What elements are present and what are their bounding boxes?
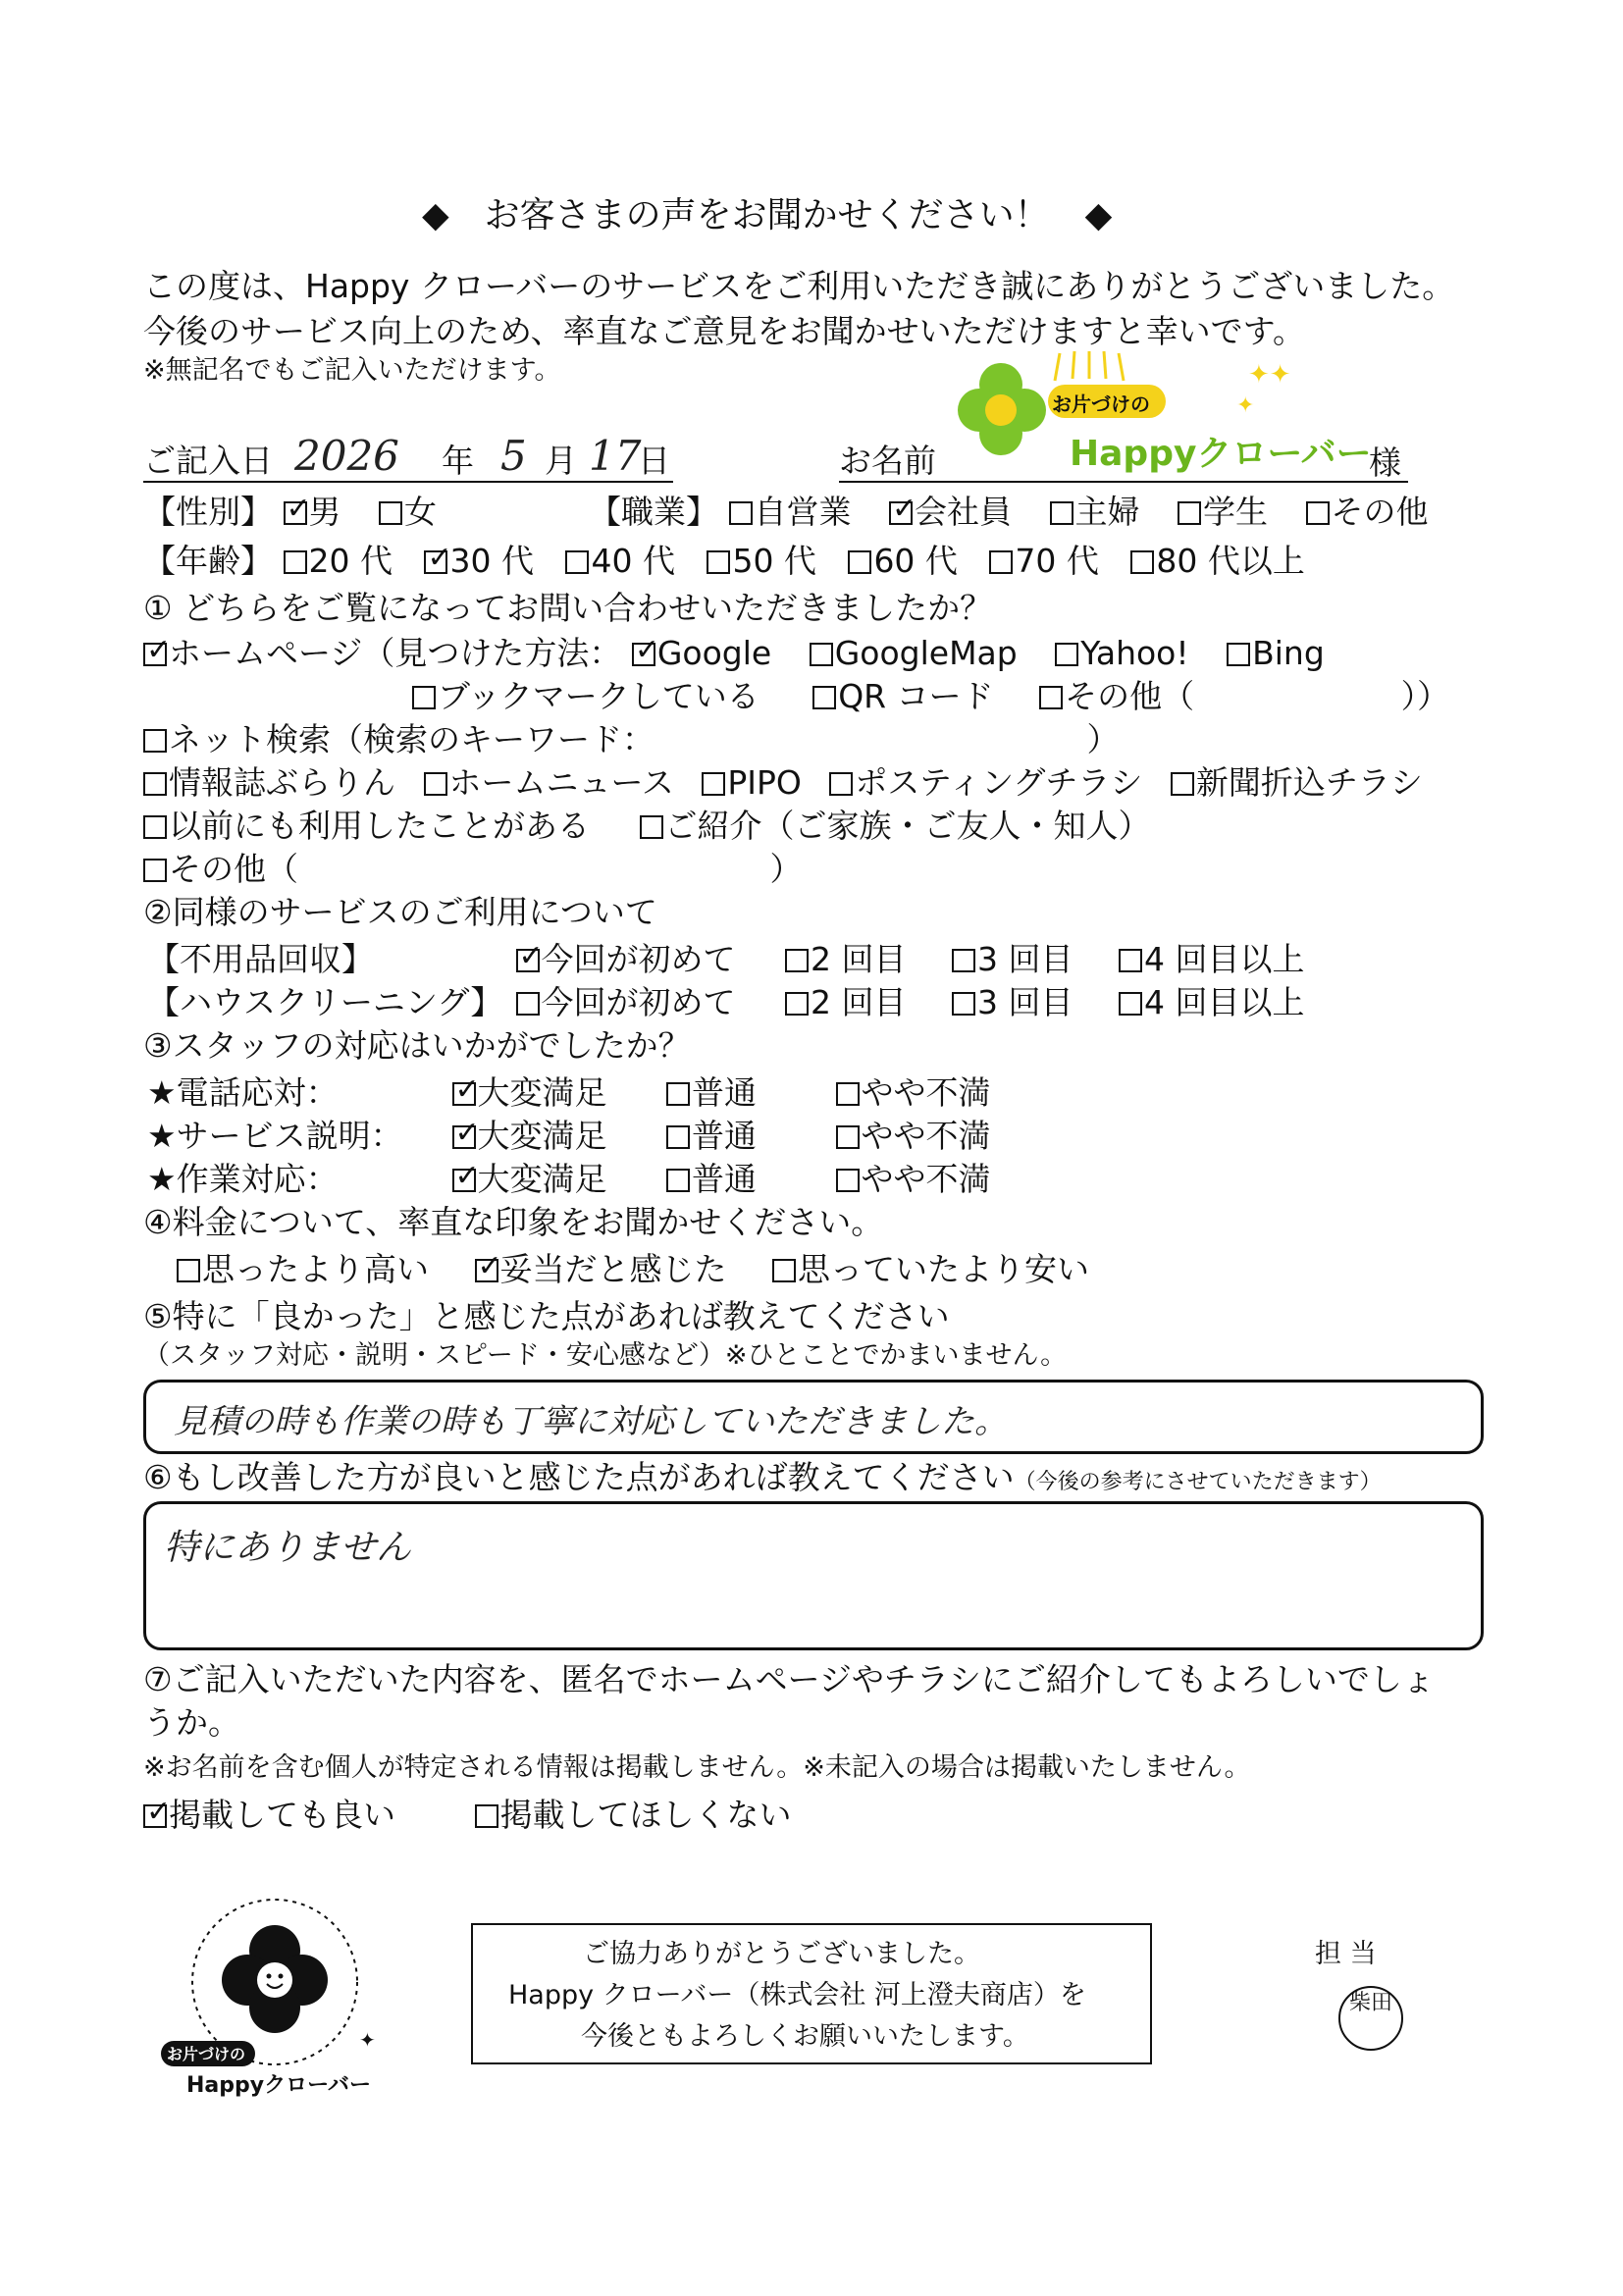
checkbox-age-30[interactable] bbox=[424, 550, 447, 574]
name-field[interactable] bbox=[839, 481, 1408, 483]
q3-question: ③スタッフの対応はいかがでしたか？ bbox=[143, 1026, 691, 1065]
checkbox-yahoo[interactable] bbox=[1055, 643, 1078, 666]
q6-hint: （今後の参考にさせていただきます） bbox=[1014, 1470, 1382, 1494]
gender-female-label: 女 bbox=[404, 493, 437, 531]
checkbox-cleaning-first[interactable] bbox=[516, 992, 540, 1016]
checkbox-phone-normal[interactable] bbox=[666, 1082, 690, 1106]
checkbox-used-before[interactable] bbox=[143, 815, 167, 839]
q1-option-label: 以前にも利用したことがある bbox=[169, 807, 590, 845]
q1-other-row bbox=[143, 850, 803, 889]
svg-text:✦✦: ✦✦ bbox=[1248, 360, 1291, 390]
checkbox-housewife[interactable] bbox=[1050, 501, 1073, 525]
q2-question: ②同様のサービスのご利用について bbox=[143, 893, 657, 931]
checkbox-age-50[interactable] bbox=[707, 550, 730, 574]
q1-homepage-row bbox=[143, 634, 1325, 673]
checkbox-bing[interactable] bbox=[1227, 643, 1250, 666]
q3-option-label: 大変満足 bbox=[477, 1117, 607, 1155]
checkbox-phone-dissatisfied[interactable] bbox=[836, 1082, 860, 1106]
checkbox-age-70[interactable] bbox=[989, 550, 1013, 574]
q1-hp-option-label: Bing bbox=[1252, 634, 1325, 672]
age-option-label: 30 代 bbox=[449, 542, 534, 580]
checkbox-explain-dissatisfied[interactable] bbox=[836, 1125, 860, 1149]
q4-option-label: 思っていたより安い bbox=[798, 1250, 1089, 1288]
q2-option-label: 3 回目 bbox=[977, 983, 1073, 1021]
date-label: ご記入日 bbox=[143, 442, 273, 480]
q3-option-label: 普通 bbox=[692, 1073, 757, 1112]
job-option-label: 主婦 bbox=[1074, 493, 1140, 531]
checkbox-price-fair[interactable] bbox=[475, 1259, 498, 1282]
age-row bbox=[143, 542, 1305, 581]
gender-row bbox=[143, 493, 464, 532]
logo-tagline: お片づけの bbox=[1052, 392, 1150, 416]
checkbox-burarin[interactable] bbox=[143, 772, 167, 796]
checkbox-work-dissatisfied[interactable] bbox=[836, 1169, 860, 1192]
q1-other-close: ） bbox=[769, 850, 803, 888]
checkbox-female[interactable] bbox=[379, 501, 402, 525]
q3-row-label: ★電話応対： bbox=[147, 1073, 339, 1112]
q2-option-label: 2 回目 bbox=[811, 983, 907, 1021]
checkbox-junk-first[interactable] bbox=[516, 949, 540, 972]
checkbox-job-other[interactable] bbox=[1306, 501, 1330, 525]
job-option-label: その他 bbox=[1331, 493, 1429, 531]
intro-line-1: この度は、Happy クローバーのサービスをご利用いただき誠にありがとうございました。 bbox=[143, 267, 1455, 305]
q1-option-label: 新聞折込チラシ bbox=[1195, 763, 1423, 802]
date-day: 17 bbox=[589, 432, 642, 480]
month-unit: 月 bbox=[545, 442, 577, 480]
checkbox-phone-very-satisfied[interactable] bbox=[452, 1082, 476, 1106]
staff-label: 担 当 bbox=[1315, 1939, 1377, 1969]
q1-media-row bbox=[143, 763, 1423, 803]
q3-row-explanation bbox=[147, 1117, 991, 1156]
q1-question: ① どちらをご覧になってお問い合わせいただきましたか？ bbox=[143, 589, 993, 627]
checkbox-newspaper-flyer[interactable] bbox=[1171, 772, 1194, 796]
q1-option-label: PIPO bbox=[727, 763, 802, 802]
bottom-logo-tagline: お片づけの bbox=[167, 2045, 246, 2063]
age-option-label: 40 代 bbox=[591, 542, 675, 580]
q1-hp-option-label: GoogleMap bbox=[834, 634, 1018, 672]
q2-row-cleaning bbox=[147, 983, 1305, 1022]
q2-option-label: 2 回目 bbox=[811, 940, 907, 978]
checkbox-qr-code[interactable] bbox=[812, 686, 836, 709]
q1-option-label: ご紹介（ご家族・ご友人・知人） bbox=[664, 807, 1151, 845]
logo-brand: Happyクローバー bbox=[1070, 434, 1372, 474]
checkbox-junk-3rd[interactable] bbox=[952, 949, 975, 972]
checkbox-publish-ok[interactable] bbox=[143, 1804, 167, 1828]
checkbox-googlemap[interactable] bbox=[810, 643, 833, 666]
checkbox-publish-no[interactable] bbox=[475, 1804, 498, 1828]
q2-option-label: 今回が初めて bbox=[541, 983, 736, 1021]
thanks-line-1: ご協力ありがとうございました。 bbox=[583, 1939, 980, 1969]
checkbox-net-search[interactable] bbox=[143, 729, 167, 753]
q2-option-label: 3 回目 bbox=[977, 940, 1073, 978]
age-option-label: 20 代 bbox=[308, 542, 393, 580]
q2-row-label: 【不用品回収】 bbox=[147, 940, 374, 978]
q4-options-row bbox=[177, 1250, 1089, 1289]
gender-label: 【性別】 bbox=[143, 493, 273, 531]
q5-hint: （スタッフ対応・説明・スピード・安心感など）※ひとことでかまいません。 bbox=[143, 1340, 1068, 1371]
checkbox-q1-other[interactable] bbox=[143, 859, 167, 882]
age-label: 【年齢】 bbox=[143, 542, 273, 580]
q3-option-label: やや不満 bbox=[861, 1117, 991, 1155]
q1-hp-option-label: Yahoo! bbox=[1080, 634, 1189, 672]
date-month: 5 bbox=[500, 432, 527, 480]
age-option-label: 50 代 bbox=[732, 542, 816, 580]
checkbox-age-80[interactable] bbox=[1130, 550, 1154, 574]
q1-net-label: ネット検索（検索のキーワード： bbox=[169, 720, 654, 758]
q1-referral-row bbox=[143, 807, 1151, 846]
q1-option-label: 情報誌ぶらりん bbox=[169, 763, 395, 802]
top-logo bbox=[942, 343, 1372, 481]
thanks-line-3: 今後ともよろしくお願いいたします。 bbox=[581, 2021, 1029, 2052]
q2-option-label: 4 回目以上 bbox=[1144, 940, 1305, 978]
checkbox-cleaning-3rd[interactable] bbox=[952, 992, 975, 1016]
q7-option-label: 掲載しても良い bbox=[169, 1796, 395, 1834]
checkbox-age-40[interactable] bbox=[565, 550, 589, 574]
checkbox-company-employee[interactable] bbox=[889, 501, 913, 525]
age-option-label: 60 代 bbox=[873, 542, 958, 580]
checkbox-explain-normal[interactable] bbox=[666, 1125, 690, 1149]
name-suffix: 様 bbox=[1369, 444, 1401, 482]
page-title: ◆ お客さまの声をお聞かせください！ ◆ bbox=[422, 195, 1113, 235]
year-unit: 年 bbox=[442, 442, 474, 480]
q7-options-row bbox=[143, 1796, 792, 1835]
staff-stamp-text: 柴田 bbox=[1348, 1991, 1392, 2015]
checkbox-home-news[interactable] bbox=[424, 772, 447, 796]
checkbox-referral[interactable] bbox=[640, 815, 663, 839]
q3-row-label: ★サービス説明： bbox=[147, 1117, 403, 1155]
q6-answer-text: 特にありません bbox=[164, 1528, 412, 1568]
svg-text:✦: ✦ bbox=[1236, 393, 1255, 418]
q6-answer-box[interactable] bbox=[143, 1501, 1484, 1650]
day-unit: 日 bbox=[638, 442, 670, 480]
q3-option-label: 普通 bbox=[692, 1117, 757, 1155]
name-label: お名前 bbox=[839, 442, 936, 480]
q5-question: ⑤特に「良かった」と感じた点があれば教えてください bbox=[143, 1297, 950, 1335]
job-label: 【職業】 bbox=[589, 493, 718, 531]
checkbox-age-60[interactable] bbox=[848, 550, 871, 574]
q1-hp-option-label: QR コード bbox=[838, 677, 994, 715]
q1-close-paren: ）） bbox=[1400, 677, 1450, 715]
age-option-label: 80 代以上 bbox=[1156, 542, 1305, 580]
q1-net-close: ） bbox=[1086, 720, 1120, 758]
gender-male-label: 男 bbox=[308, 493, 341, 531]
checkbox-junk-4th[interactable] bbox=[1119, 949, 1142, 972]
q1-option-label: ポスティングチラシ bbox=[855, 763, 1143, 802]
checkbox-work-normal[interactable] bbox=[666, 1169, 690, 1192]
date-year: 2026 bbox=[294, 432, 399, 480]
checkbox-male[interactable] bbox=[284, 501, 307, 525]
q3-option-label: やや不満 bbox=[861, 1160, 991, 1198]
checkbox-pipo[interactable] bbox=[702, 772, 725, 796]
thanks-box bbox=[471, 1923, 1152, 2064]
checkbox-posting-flyer[interactable] bbox=[829, 772, 853, 796]
q1-hp-option-label: Google bbox=[656, 634, 772, 672]
q7-option-label: 掲載してほしくない bbox=[499, 1796, 792, 1834]
bottom-logo bbox=[147, 1894, 402, 2098]
q3-row-label: ★作業対応： bbox=[147, 1160, 339, 1198]
checkbox-homepage[interactable] bbox=[143, 643, 167, 666]
bottom-logo-brand: Happyクローバー bbox=[186, 2073, 371, 2098]
q1-net-row bbox=[143, 720, 1120, 759]
svg-text:✦: ✦ bbox=[359, 2028, 376, 2052]
q1-homepage-label: ホームページ（見つけた方法： bbox=[169, 634, 622, 672]
q3-row-phone bbox=[147, 1073, 991, 1113]
q3-option-label: やや不満 bbox=[861, 1073, 991, 1112]
checkbox-work-very-satisfied[interactable] bbox=[452, 1169, 476, 1192]
q4-option-label: 思ったより高い bbox=[202, 1250, 429, 1288]
age-option-label: 70 代 bbox=[1015, 542, 1099, 580]
intro-line-2: 今後のサービス向上のため、率直なご意見をお聞かせいただけますと幸いです。 bbox=[143, 312, 1306, 350]
job-option-label: 自営業 bbox=[754, 493, 852, 531]
q6-question-text: ⑥もし改善した方が良いと感じた点があれば教えてください bbox=[143, 1458, 1015, 1496]
q2-row-junk bbox=[147, 940, 1305, 979]
checkbox-hp-other[interactable] bbox=[1039, 686, 1063, 709]
q3-row-work bbox=[147, 1160, 991, 1199]
checkbox-cleaning-2nd[interactable] bbox=[785, 992, 809, 1016]
job-option-label: 会社員 bbox=[915, 493, 1012, 531]
q3-option-label: 大変満足 bbox=[477, 1073, 607, 1112]
q2-row-label: 【ハウスクリーニング】 bbox=[147, 983, 503, 1021]
checkbox-cleaning-4th[interactable] bbox=[1119, 992, 1142, 1016]
checkbox-age-20[interactable] bbox=[284, 550, 307, 574]
job-row bbox=[589, 493, 1429, 532]
q4-question: ④料金について、率直な印象をお聞かせください。 bbox=[143, 1203, 884, 1241]
q6-question bbox=[143, 1458, 1382, 1497]
q5-answer-text: 見積の時も作業の時も丁寧に対応していただきました。 bbox=[174, 1402, 1008, 1441]
checkbox-bookmark[interactable] bbox=[412, 686, 436, 709]
checkbox-price-low[interactable] bbox=[772, 1259, 796, 1282]
checkbox-student[interactable] bbox=[1178, 501, 1201, 525]
q7-question-1: ⑦ご記入いただいた内容を、匿名でホームページやチラシにご紹介してもよろしいでしょ bbox=[143, 1660, 1435, 1698]
checkbox-explain-very-satisfied[interactable] bbox=[452, 1125, 476, 1149]
q7-note: ※お名前を含む個人が特定される情報は掲載しません。※未記入の場合は掲載いたしません。 bbox=[143, 1752, 1251, 1783]
checkbox-google[interactable] bbox=[632, 643, 655, 666]
q1-hp-option-label: ブックマークしている bbox=[438, 677, 759, 715]
checkbox-price-high[interactable] bbox=[177, 1259, 200, 1282]
staff-stamp bbox=[1338, 1986, 1403, 2051]
q3-option-label: 大変満足 bbox=[477, 1160, 607, 1198]
q1-hp-option-label: その他（ bbox=[1065, 677, 1195, 715]
job-option-label: 学生 bbox=[1203, 493, 1268, 531]
q5-answer-box[interactable] bbox=[143, 1380, 1484, 1454]
thanks-line-2: Happy クローバー（株式会社 河上澄夫商店）を bbox=[508, 1980, 1086, 2010]
q2-option-label: 4 回目以上 bbox=[1144, 983, 1305, 1021]
q1-option-label: ホームニュース bbox=[448, 763, 674, 802]
q7-question-2: うか。 bbox=[143, 1703, 240, 1742]
q4-option-label: 妥当だと感じた bbox=[499, 1250, 727, 1288]
date-underline bbox=[143, 481, 673, 483]
q1-other-label: その他（ bbox=[169, 850, 298, 888]
q2-option-label: 今回が初めて bbox=[541, 940, 736, 978]
q3-option-label: 普通 bbox=[692, 1160, 757, 1198]
intro-line-3: ※無記名でもご記入いただけます。 bbox=[143, 355, 561, 386]
q1-homepage-row2 bbox=[412, 677, 1449, 716]
checkbox-junk-2nd[interactable] bbox=[785, 949, 809, 972]
checkbox-self-employed[interactable] bbox=[729, 501, 753, 525]
